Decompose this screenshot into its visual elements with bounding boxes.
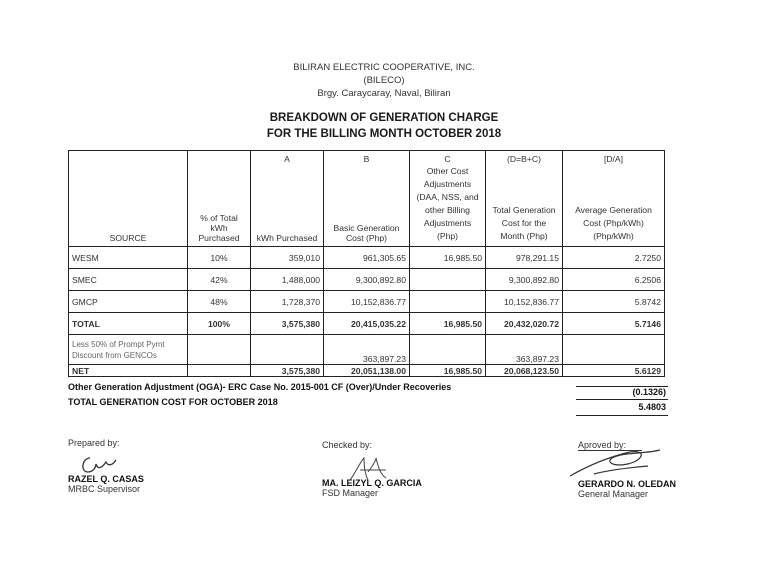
col-letter-d: (D=B+C) <box>507 154 541 164</box>
less-basic: 363,897.23 <box>324 335 410 365</box>
header-other: C Other Cost Adjustments (DAA, NSS, and other Billing Adjustments (Php) <box>410 151 486 247</box>
header-avg: [D/A] Average Generation Cost (Php/kWh) (Php/kWh) <box>563 151 665 247</box>
prepared-label: Prepared by: <box>68 438 120 448</box>
total-pct: 100% <box>188 313 251 335</box>
net-total: 20,068,123.50 <box>486 365 563 377</box>
row-other <box>410 269 486 291</box>
net-row <box>69 365 665 377</box>
row-source: GMCP <box>69 291 188 313</box>
col-letter-b: B <box>363 154 370 164</box>
checked-by-block <box>322 440 422 498</box>
header-pct: % of Total kWh Purchased <box>188 151 251 247</box>
row-source: SMEC <box>69 269 188 291</box>
total-basic: 20,415,035.22 <box>324 313 410 335</box>
net-basic: 20,051,138.00 <box>324 365 410 377</box>
row-pct: 42% <box>188 269 251 291</box>
prepared-position: MRBC Supervisor <box>68 484 141 494</box>
table-row <box>69 247 665 269</box>
col-letter-c: C <box>444 154 451 164</box>
row-basic: 9,300,892.80 <box>324 269 410 291</box>
approved-name: GERARDO N. OLEDAN <box>578 479 677 489</box>
table-row <box>69 269 665 291</box>
header-basic: B Basic Generation Cost (Php) <box>324 151 410 247</box>
row-source: WESM <box>69 247 188 269</box>
row-avg: 6.2506 <box>563 269 665 291</box>
header-source: SOURCE <box>69 151 188 247</box>
row-pct: 10% <box>188 247 251 269</box>
col-letter-a: A <box>284 154 290 164</box>
prepared-name: RAZEL Q. CASAS <box>68 474 144 484</box>
report-title: BREAKDOWN OF GENERATION CHARGE <box>269 112 499 124</box>
checked-name: MA. LEIZYL Q. GARCIA <box>322 478 422 488</box>
header-kwh: A kWh Purchased <box>251 151 324 247</box>
net-other: 16,985.50 <box>410 365 486 377</box>
table-header-row <box>69 151 665 247</box>
approved-signature-icon <box>564 444 668 484</box>
company-abbr: (BILECO) <box>363 75 405 86</box>
net-avg: 5.6129 <box>563 365 665 377</box>
total-label: TOTAL <box>69 313 188 335</box>
approved-label: Aproved by: <box>578 440 642 451</box>
prepared-by-block <box>68 438 144 494</box>
approved-position: General Manager <box>578 489 649 499</box>
col-letter-da: [D/A] <box>603 154 624 164</box>
header-total: (D=B+C) Total Generation Cost for the Month (Php) <box>486 151 563 247</box>
row-basic: 961,305.65 <box>324 247 410 269</box>
total-total: 20,432,020.72 <box>486 313 563 335</box>
row-kwh: 1,728,370 <box>251 291 324 313</box>
row-other: 16,985.50 <box>410 247 486 269</box>
company-name: BILIRAN ELECTRIC COOPERATIVE, INC. <box>293 62 475 73</box>
oga-value: (0.1326) <box>576 386 668 400</box>
row-avg: 5.8742 <box>563 291 665 313</box>
row-other <box>410 291 486 313</box>
oga-label: Other Generation Adjustment (OGA)- ERC Case No. 2015-001 CF (Over)/Under Recoveries <box>68 382 452 392</box>
grand-total-label: TOTAL GENERATION COST FOR OCTOBER 2018 <box>68 397 278 407</box>
prepared-signature-icon <box>76 452 122 478</box>
approved-by-block <box>578 440 676 499</box>
generation-charge-table <box>68 150 665 377</box>
checked-label: Checked by: <box>322 440 373 450</box>
total-other: 16,985.50 <box>410 313 486 335</box>
row-kwh: 359,010 <box>251 247 324 269</box>
total-kwh: 3,575,380 <box>251 313 324 335</box>
row-pct: 48% <box>188 291 251 313</box>
less-total: 363,897.23 <box>486 335 563 365</box>
less-label: Less 50% of Prompt Pymt Discount from GENCOs <box>69 335 188 365</box>
less-discount-row <box>69 335 665 365</box>
table-row <box>69 291 665 313</box>
row-basic: 10,152,836.77 <box>324 291 410 313</box>
company-address: Brgy. Caraycaray, Naval, Biliran <box>317 88 451 99</box>
grand-total-value: 5.4803 <box>576 402 668 416</box>
row-total: 10,152,836.77 <box>486 291 563 313</box>
net-kwh: 3,575,380 <box>251 365 324 377</box>
row-total: 978,291.15 <box>486 247 563 269</box>
row-total: 9,300,892.80 <box>486 269 563 291</box>
total-row <box>69 313 665 335</box>
checked-position: FSD Manager <box>322 488 379 498</box>
row-avg: 2.7250 <box>563 247 665 269</box>
row-kwh: 1,488,000 <box>251 269 324 291</box>
checked-signature-icon <box>346 454 396 484</box>
report-subtitle: FOR THE BILLING MONTH OCTOBER 2018 <box>266 128 502 140</box>
total-avg: 5.7146 <box>563 313 665 335</box>
net-label: NET <box>69 365 188 377</box>
